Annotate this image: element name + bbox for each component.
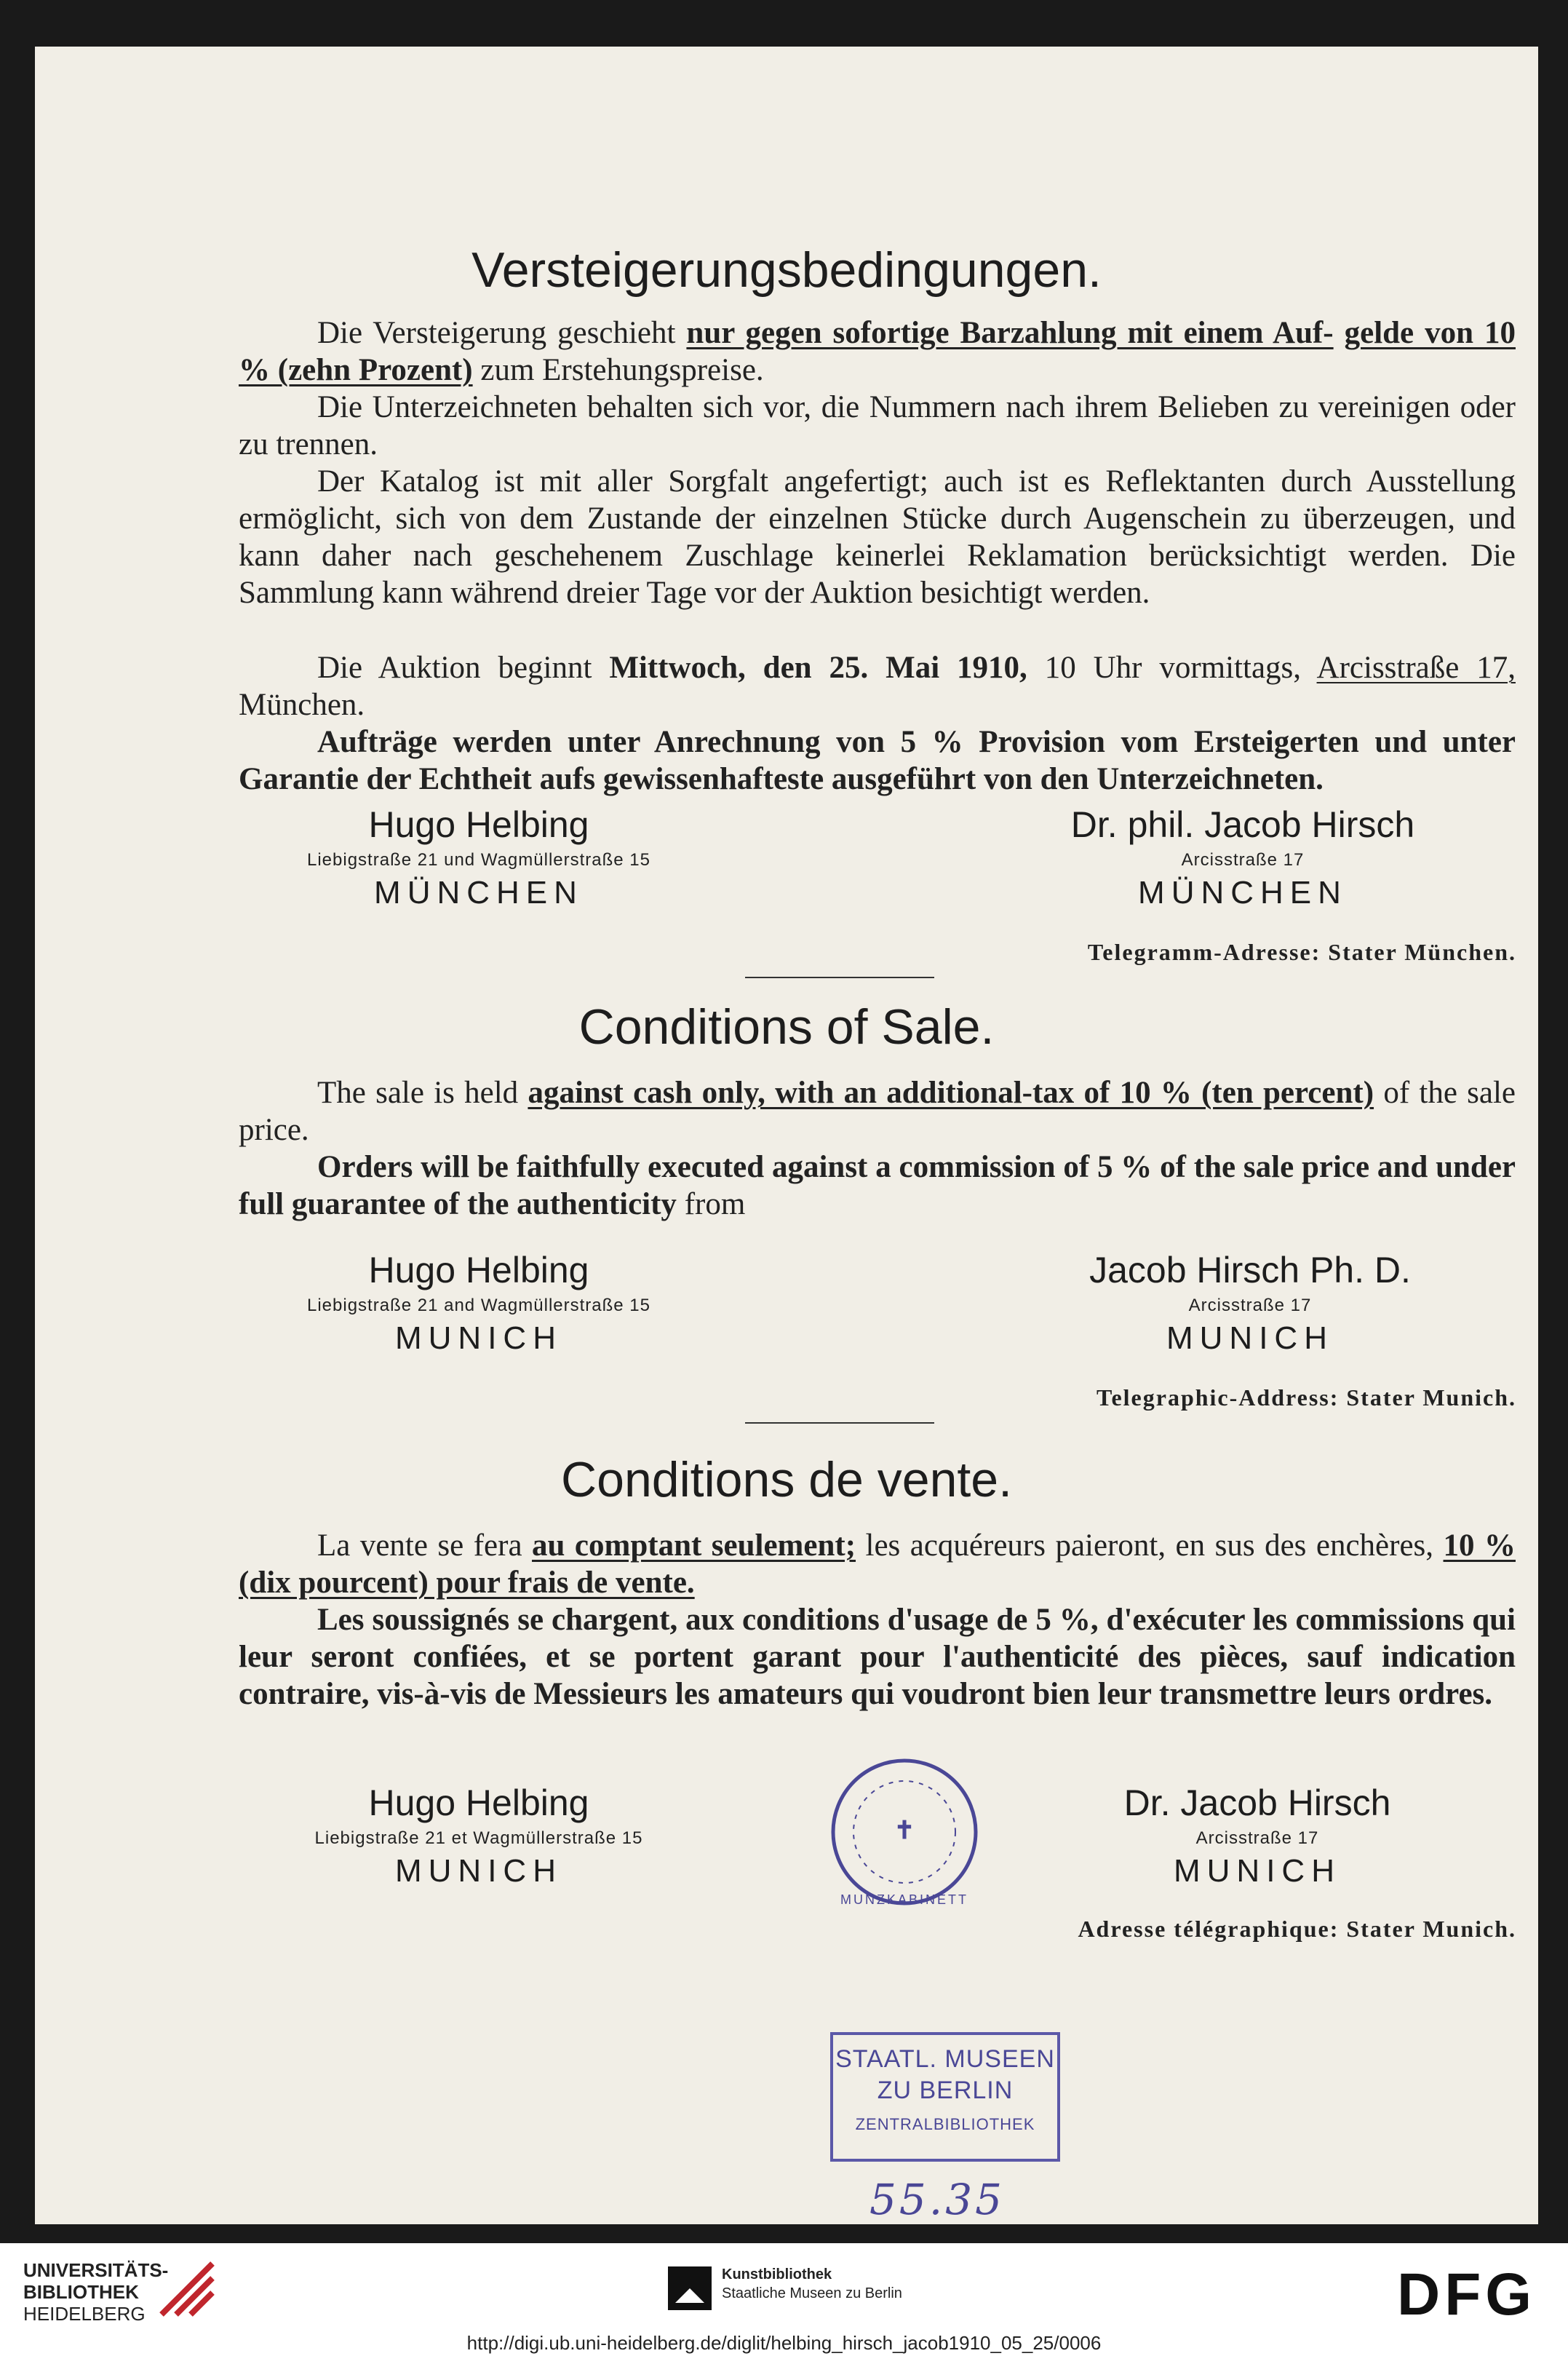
logo-line: Staatliche Museen zu Berlin	[722, 2285, 902, 2301]
paragraph-german-4	[239, 649, 1516, 723]
signatory-right-city: MUNICH	[1166, 1320, 1334, 1356]
telegram-address: Telegramm-Adresse: Stater München.	[1087, 939, 1516, 965]
document-page	[35, 47, 1538, 2224]
round-stamp-icon	[821, 1748, 988, 1916]
paragraph-english-1	[239, 1074, 1516, 1149]
paragraph-french-1	[239, 1527, 1516, 1601]
underlined-terms: gelde von 10 % (zehn Prozent)	[239, 316, 1516, 387]
signatory-right-name: Dr. Jacob Hirsch	[1123, 1782, 1391, 1823]
auction-date: Mittwoch, den 25. Mai 1910,	[609, 651, 1027, 685]
logo-line: BIBLIOTHEK	[23, 2281, 139, 2303]
svg-text:✝: ✝	[894, 1817, 915, 1844]
section-divider	[745, 1422, 934, 1424]
round-stamp	[821, 1748, 988, 1916]
paragraph-german-1	[239, 314, 1516, 389]
underlined-terms: against cash only, with an additional-tax of 10 % (ten percent)	[528, 1076, 1374, 1110]
section-divider	[745, 977, 934, 978]
paragraph-german-5: Aufträge werden unter Anrechnung von 5 % Provision vom Ersteigerten und unter Garantie der Echtheit aufs gewissenhafteste ausgeführt von den Unterzeichneten.	[239, 725, 1516, 796]
text-segment: from	[676, 1187, 746, 1221]
telegram-address: Adresse télégraphique: Stater Munich.	[1078, 1916, 1516, 1942]
source-url-link[interactable]: http://digi.ub.uni-heidelberg.de/diglit/helbing_hirsch_jacob1910_05_25/0006	[466, 2332, 1102, 2354]
dfg-logo[interactable]: DFG	[1397, 2261, 1537, 2328]
shelf-mark: 55.35	[869, 2175, 1006, 2224]
museum-stamp	[830, 2032, 1060, 2162]
text-segment: Die Versteigerung geschieht	[317, 316, 687, 350]
text-segment: Die Auktion beginnt	[317, 651, 610, 685]
text-segment: zum Erstehungspreise.	[472, 353, 764, 387]
paragraph-english-2	[239, 1149, 1516, 1223]
university-library-logo[interactable]	[23, 2259, 168, 2325]
stamp-line: STAATL. MUSEEN	[835, 2045, 1055, 2073]
stamp-line: ZENTRALBIBLIOTHEK	[855, 2115, 1035, 2133]
signatory-right-address: Arcisstraße 17	[1195, 1828, 1319, 1848]
signatory-right-address: Arcisstraße 17	[1188, 1296, 1312, 1315]
signatory-left-city: MÜNCHEN	[374, 875, 584, 911]
signatory-right-city: MÜNCHEN	[1138, 875, 1348, 911]
signatory-right-name: Jacob Hirsch Ph. D.	[1089, 1250, 1411, 1290]
text-segment: La vente se fera	[317, 1528, 533, 1563]
text-segment: Orders will be faithfully executed against a commission of 5 % of the sale price and under full guarantee of the authenticity	[239, 1150, 1516, 1221]
underlined-terms: au comptant seulement;	[532, 1528, 856, 1563]
kunstbibliothek-label[interactable]	[722, 2265, 902, 2303]
signatory-left-name: Hugo Helbing	[368, 1782, 589, 1823]
signatory-left-name: Hugo Helbing	[368, 1250, 589, 1290]
signatory-right-address: Arcisstraße 17	[1181, 850, 1305, 870]
underlined-terms: 10 % (dix pourcent) pour frais de vente.	[239, 1528, 1516, 1600]
signatory-left-name: Hugo Helbing	[368, 804, 589, 845]
auction-address: Arcisstraße 17,	[1316, 651, 1516, 685]
signatory-left-address: Liebigstraße 21 and Wagmüllerstraße 15	[307, 1296, 650, 1315]
stamp-line: ZU BERLIN	[877, 2077, 1014, 2104]
paragraph-french-2: Les soussignés se chargent, aux conditions d'usage de 5 %, d'exécuter les commissions qui leur seront confiées, et se portent garant pour l'authenticité des pièces, sauf indication contraire, vis-à-vis de Messieurs les amateurs qui voudront bien leur transmettre leurs ordres.	[239, 1603, 1516, 1711]
signatory-left-address: Liebigstraße 21 und Wagmüllerstraße 15	[307, 850, 650, 870]
text-segment: of the sale price.	[239, 1076, 1516, 1147]
paragraph-german-2: Die Unterzeichneten behalten sich vor, die Nummern nach ihrem Belieben zu vereinigen oder zu trennen.	[239, 390, 1516, 461]
logo-line: UNIVERSITÄTS-	[23, 2259, 169, 2281]
title-german: Versteigerungsbedingungen.	[471, 242, 1102, 298]
signatory-left-city: MUNICH	[395, 1320, 562, 1356]
title-french: Conditions de vente.	[561, 1452, 1012, 1507]
logo-line: HEIDELBERG	[23, 2303, 146, 2325]
signatory-left-city: MUNICH	[395, 1853, 562, 1889]
round-stamp-text: MUNZKABINETT	[840, 1892, 968, 1907]
university-emblem-icon	[154, 2256, 220, 2322]
paragraph-german-3: Der Katalog ist mit aller Sorgfalt angefertigt; auch ist es Reflektanten durch Ausstellung ermöglicht, sich von dem Zustande der einzelnen Stücke durch Augenschein zu überzeugen, und kann daher nach geschehenem Zuschlage keinerlei Reklamation berücksichtigt werden. Die Sammlung kann während dreier Tage vor der Auktion besichtigt werden.	[239, 464, 1516, 610]
underlined-terms: nur gegen sofortige Barzahlung mit einem Auf-	[686, 316, 1334, 350]
telegram-address: Telegraphic-Address: Stater Munich.	[1097, 1384, 1516, 1411]
signatory-right-city: MUNICH	[1174, 1853, 1341, 1889]
logo-line: Kunstbibliothek	[722, 2266, 832, 2282]
footer-bar	[0, 2243, 1568, 2356]
kunstbibliothek-logo-icon	[668, 2266, 712, 2310]
text-segment: les acquéreurs paieront, en sus des enchères,	[856, 1528, 1444, 1563]
signatory-right-name: Dr. phil. Jacob Hirsch	[1070, 804, 1415, 845]
text-segment: 10 Uhr vormittags,	[1027, 651, 1317, 685]
text-segment: The sale is held	[317, 1076, 528, 1110]
title-english: Conditions of Sale.	[578, 999, 995, 1055]
text-segment: München.	[239, 688, 365, 722]
signatory-left-address: Liebigstraße 21 et Wagmüllerstraße 15	[314, 1828, 643, 1848]
